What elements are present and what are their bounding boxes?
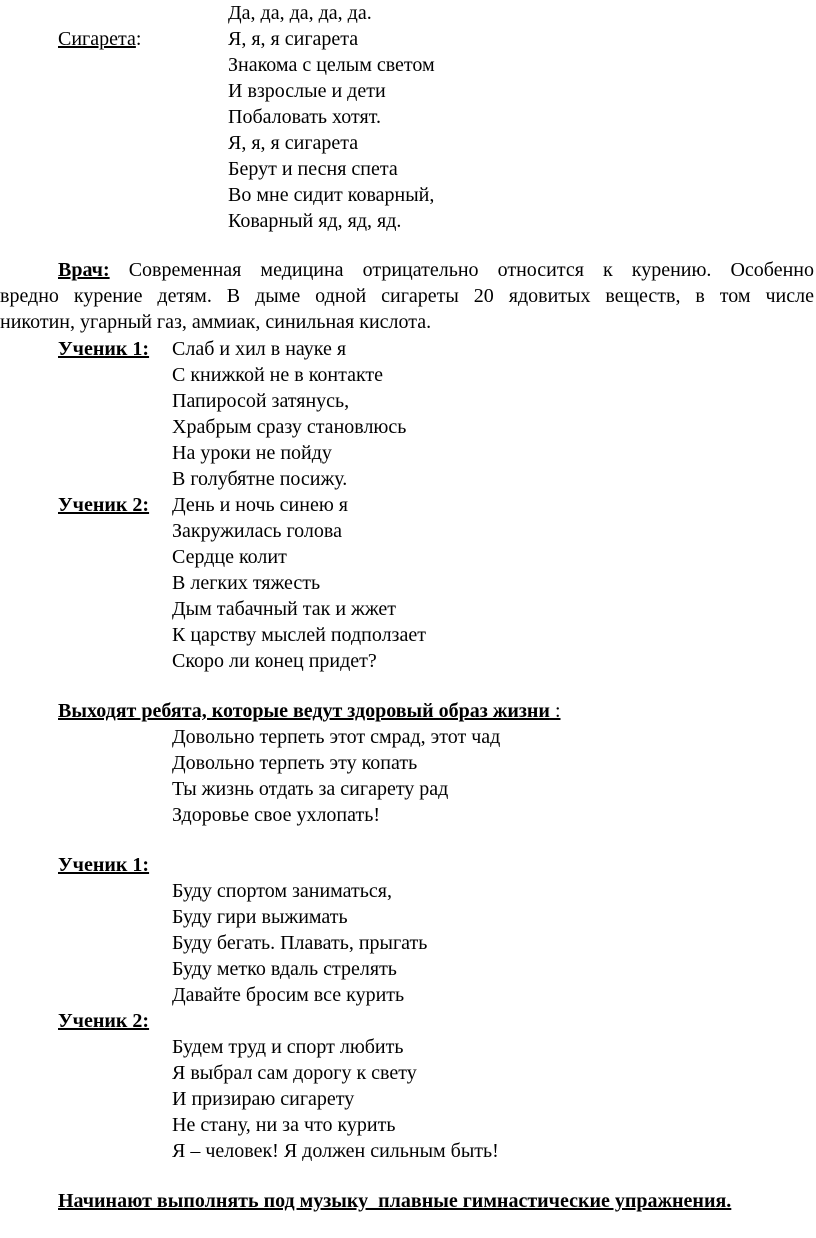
verse-line: Буду гири выжимать xyxy=(172,906,348,928)
verse-line: Папиросой затянусь, xyxy=(172,390,350,412)
speaker-student-1: Ученик 1: xyxy=(58,854,150,876)
doctor-paragraph xyxy=(0,257,814,335)
verse-line: Будем труд и спорт любить xyxy=(172,1036,404,1058)
verse-line: Дым табачный так и жжет xyxy=(172,598,397,620)
verse-line: Я выбрал сам дорогу к свету xyxy=(172,1062,417,1084)
verse-line: Здоровье свое ухлопать! xyxy=(172,804,381,826)
paragraph-row xyxy=(0,257,814,283)
verse-line: В голубятне посижу. xyxy=(172,468,348,490)
speaker-cigarette xyxy=(58,26,141,52)
verse-line: Не стану, ни за что курить xyxy=(172,1114,396,1136)
verse-line: Берут и песня спета xyxy=(228,158,398,180)
speaker-colon: : xyxy=(135,28,142,50)
verse-line: Закружилась голова xyxy=(172,520,342,542)
verse-line: Храбрым сразу становлюсь xyxy=(172,416,407,438)
verse-line: Побаловать хотят. xyxy=(228,106,381,128)
verse-line: Давайте бросим все курить xyxy=(172,984,405,1006)
verse-line: Знакома с целым светом xyxy=(228,54,435,76)
verse-line: К царству мыслей подползает xyxy=(172,624,426,646)
verse-line: Я – человек! Я должен сильным быть! xyxy=(172,1140,499,1162)
verse-line: День и ночь синею я xyxy=(172,494,348,516)
speaker-doctor: Врач: xyxy=(58,259,110,281)
verse-line: Буду бегать. Плавать, прыгать xyxy=(172,932,428,954)
paragraph-row: вредно курение детям. В дыме одной сигареты 20 ядовитых веществ, в том числе xyxy=(0,285,814,307)
verse-line: Во мне сидит коварный, xyxy=(228,184,435,206)
verse-line: И призираю сигарету xyxy=(172,1088,355,1110)
verse-line: Да, да, да, да, да. xyxy=(228,2,372,24)
speaker-student-2: Ученик 2: xyxy=(58,494,150,516)
verse-line: На уроки не пойду xyxy=(172,442,332,464)
verse-line: Буду метко вдаль стрелять xyxy=(172,958,397,980)
heading-text: Выходят ребята, которые ведут здоровый образ жизни xyxy=(58,700,550,722)
verse-line: В легких тяжесть xyxy=(172,572,321,594)
verse-line: Я, я, я сигарета xyxy=(228,132,359,154)
speaker-student-2: Ученик 2: xyxy=(58,1010,150,1032)
verse-line: Довольно терпеть этот смрад, этот чад xyxy=(172,726,501,748)
verse-line: Коварный яд, яд, яд. xyxy=(228,210,402,232)
verse-line: С книжкой не в контакте xyxy=(172,364,384,386)
verse-line: Сердце колит xyxy=(172,546,287,568)
speaker-name: Сигарета xyxy=(58,28,136,50)
heading-tail: : xyxy=(549,700,561,722)
paragraph-row: никотин, угарный газ, аммиак, синильная кислота. xyxy=(0,311,432,333)
speaker-student-1: Ученик 1: xyxy=(58,338,150,360)
paragraph-text: Современная медицина отрицательно относится к курению. Особенно xyxy=(128,259,815,281)
verse-line: Слаб и хил в науке я xyxy=(172,338,347,360)
closing-instruction: Начинают выполнять под музыку плавные гимнастические упражнения. xyxy=(58,1190,732,1212)
verse-line: Ты жизнь отдать за сигарету рад xyxy=(172,778,449,800)
section-heading-healthy xyxy=(58,698,561,724)
verse-line: И взрослые и дети xyxy=(228,80,386,102)
verse-line: Довольно терпеть эту копать xyxy=(172,752,418,774)
verse-line: Буду спортом заниматься, xyxy=(172,880,392,902)
verse-line: Скоро ли конец придет? xyxy=(172,650,377,672)
verse-line: Я, я, я сигарета xyxy=(228,28,359,50)
